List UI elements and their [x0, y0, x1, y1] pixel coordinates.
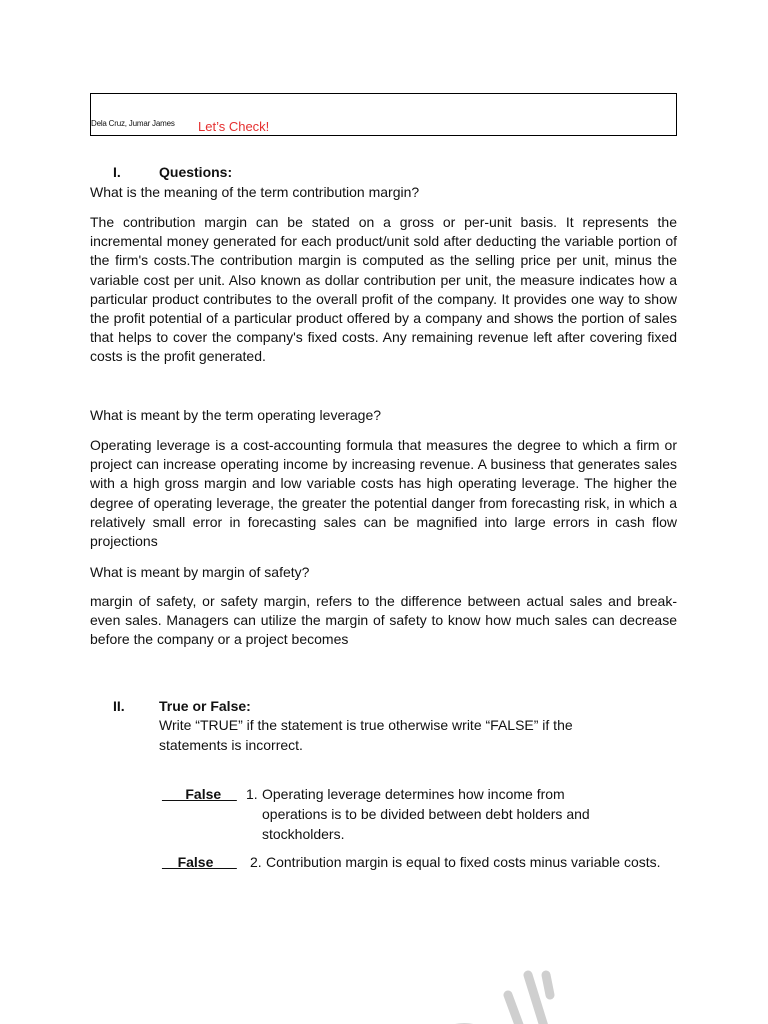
tf-answer: __False___ [162, 854, 237, 870]
question-2: What is meant by the term operating leverage? [90, 407, 382, 423]
tf-statement: Contribution margin is equal to fixed costs minus variable costs. [266, 854, 661, 870]
answer-2: Operating leverage is a cost-accounting formula that measures the degree to which a firm or project can increase operating income by increasing revenue. A business that generates sales with a high gross margin and low variable costs has high operating leverage. The higher the degree of operating leverage, the greater the potential danger from forecasting risk, in which a relatively small error in forecasting sales can be magnified into large errors in cash flow projections [90, 437, 677, 550]
tf-number: 1. [246, 786, 258, 802]
section-2-title: True or False: [159, 698, 251, 714]
tf-answer: ___False__ [162, 786, 237, 802]
answer-1: The contribution margin can be stated on a gross or per-unit basis. It represents the incremental money generated for each product/unit sold after deducting the variable portion of the firm's costs.The contribution margin is computed as the selling price per unit, minus the variable cost per unit. Also known as dollar contribution per unit, the measure indicates how a particular product contributes to the overall profit of the company. It provides one way to show the profit potential of a particular product offered by a company and shows the portion of sales that helps to cover the company's fixed costs. Any remaining revenue left after covering fixed costs is the profit generated. [90, 214, 677, 365]
watermark-stroke [546, 975, 550, 995]
question-1: What is the meaning of the term contribution margin? [90, 184, 420, 200]
answer-3: margin of safety, or safety margin, refers to the difference between actual sales and break-even sales. Managers can utilize the margin of safety to know how much sales can decrease before the company or a project becomes [90, 593, 677, 648]
header-title: Let’s Check! [198, 119, 270, 134]
question-3: What is meant by margin of safety? [90, 564, 310, 580]
watermark-stroke [508, 995, 522, 1024]
tf-statement: Operating leverage determines how income from operations is to be divided between debt holders and stockholders. [262, 786, 590, 842]
author-name: Dela Cruz, Jumar James [91, 119, 175, 128]
section-1-number: I. [113, 164, 121, 180]
section-1-title: Questions: [159, 164, 233, 180]
watermark-graphic [400, 955, 660, 1024]
header-box [90, 93, 677, 136]
tf-number: 2. [250, 854, 262, 870]
section-2-number: II. [113, 698, 125, 714]
section-2-instruction: Write “TRUE” if the statement is true otherwise write “FALSE” if the statements is incorrect. [159, 717, 573, 753]
